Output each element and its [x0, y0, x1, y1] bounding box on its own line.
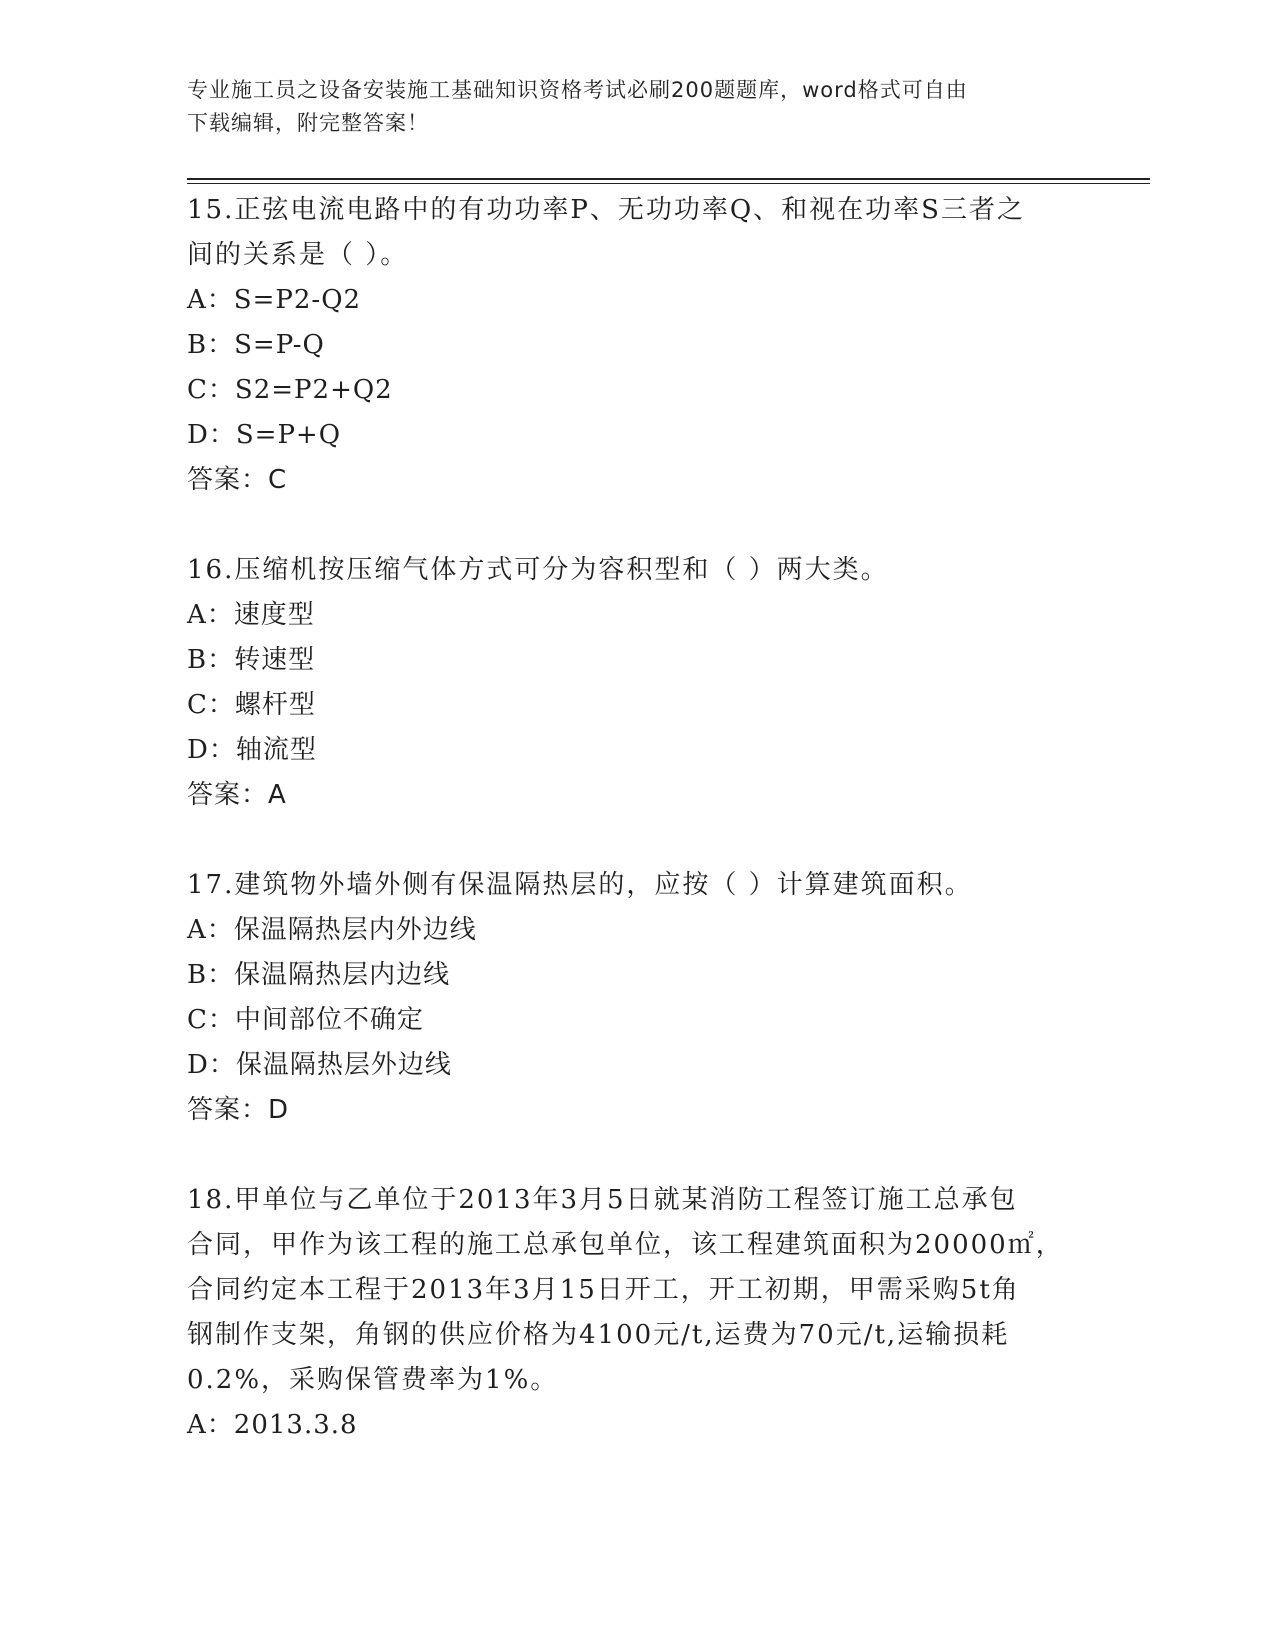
option-c: C：中间部位不确定: [187, 1005, 424, 1035]
option-b: B：转速型: [187, 645, 316, 675]
option-a: A：S=P2-Q2: [187, 285, 362, 315]
question-stem-line: 合同，甲作为该工程的施工总承包单位，该工程建筑面积为20000㎡，: [187, 1230, 1064, 1260]
option-d: D：S=P+Q: [187, 420, 342, 450]
header-line-2: 下载编辑，附完整答案！: [187, 111, 429, 135]
question-stem-line: 17.建筑物外墙外侧有保温隔热层的，应按（ ）计算建筑面积。: [187, 870, 973, 900]
question-stem-line: 钢制作支架，角钢的供应价格为4100元/t,运费为70元/t,运输损耗: [187, 1320, 1010, 1350]
question-stem-line: 15.正弦电流电路中的有功功率P、无功功率Q、和视在功率S三者之: [187, 195, 1025, 225]
option-d: D：轴流型: [187, 735, 317, 765]
question-stem-line: 间的关系是（ ）。: [187, 240, 409, 270]
question-stem-line: 合同约定本工程于2013年3月15日开工，开工初期，甲需采购5t角: [187, 1275, 1020, 1305]
question-17: [187, 863, 1087, 1133]
answer: 答案：D: [187, 1095, 290, 1125]
header-divider-thick: [187, 178, 1150, 180]
option-c: C：S2=P2+Q2: [187, 375, 393, 405]
option-a: A：速度型: [187, 600, 315, 630]
header-divider-thin: [187, 183, 1150, 184]
question-15: [187, 188, 1087, 503]
question-spacer: [187, 503, 1087, 548]
question-stem-line: 18.甲单位与乙单位于2013年3月5日就某消防工程签订施工总承包: [187, 1185, 1018, 1215]
document-header: [187, 74, 1067, 140]
question-stem-line: 16.压缩机按压缩气体方式可分为容积型和（ ）两大类。: [187, 555, 889, 585]
question-18: [187, 1178, 1087, 1448]
question-spacer: [187, 818, 1087, 863]
question-stem-line: 0.2%，采购保管费率为1%。: [187, 1365, 559, 1395]
option-a: A：保温隔热层内外边线: [187, 915, 477, 945]
option-c: C：螺杆型: [187, 690, 316, 720]
answer: 答案：A: [187, 780, 287, 810]
header-line-1: 专业施工员之设备安装施工基础知识资格考试必刷200题题库，word格式可自由: [187, 78, 968, 102]
option-a: A：2013.3.8: [187, 1410, 358, 1440]
question-spacer: [187, 1133, 1087, 1178]
question-list: [187, 188, 1087, 1448]
option-d: D：保温隔热层外边线: [187, 1050, 452, 1080]
answer: 答案：C: [187, 465, 288, 495]
option-b: B：保温隔热层内边线: [187, 960, 451, 990]
option-b: B：S=P-Q: [187, 330, 325, 360]
question-16: [187, 548, 1087, 818]
